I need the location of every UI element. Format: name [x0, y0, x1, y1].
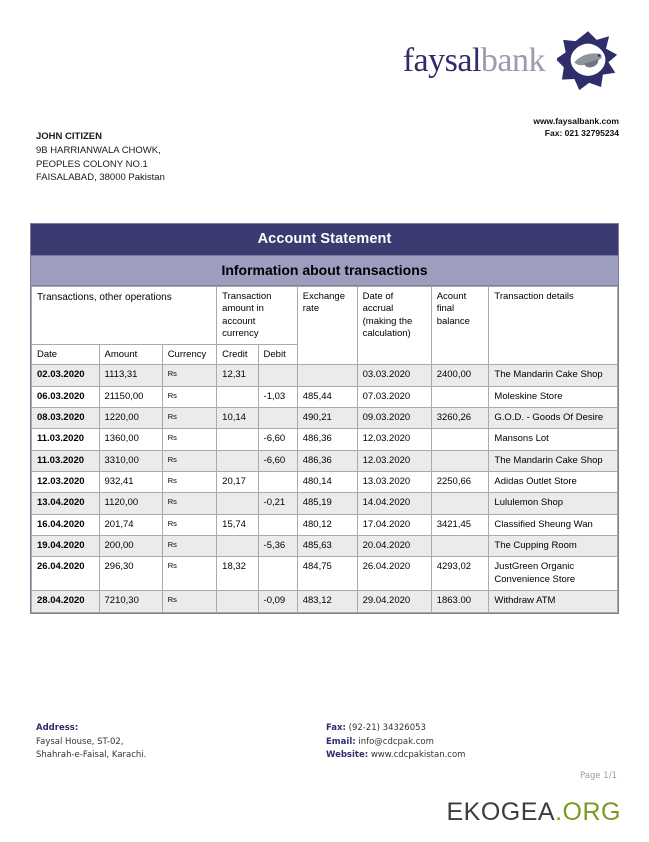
cell-debit: -1,03: [258, 386, 297, 407]
cell-balance: [431, 429, 489, 450]
cell-debit: -6,60: [258, 429, 297, 450]
cell-amount: 1113,31: [99, 365, 162, 386]
cell-balance: 4293,02: [431, 557, 489, 591]
cell-rate: 480,12: [297, 514, 357, 535]
customer-name: JOHN CITIZEN: [36, 131, 102, 142]
header-account-final-balance: Acount final balance: [431, 287, 489, 365]
header-debit: Debit: [258, 345, 297, 365]
footer-address-column: [36, 722, 326, 763]
logo-word-faysal: faysal: [402, 42, 481, 79]
cell-balance: 1863.00: [431, 591, 489, 612]
cell-details: G.O.D. - Goods Of Desire: [489, 408, 618, 429]
statement-title: Account Statement: [31, 224, 618, 255]
footer-email-row: [326, 736, 576, 750]
header-credit: Credit: [217, 345, 258, 365]
cell-amount: 201,74: [99, 514, 162, 535]
eight-pointed-star-bird-icon: [557, 30, 619, 92]
cell-amount: 1120,00: [99, 493, 162, 514]
cell-amount: 1220,00: [99, 408, 162, 429]
cell-credit: 10,14: [217, 408, 258, 429]
header-transaction-amount-in-account-currency: Transaction amount in account currency: [217, 287, 298, 345]
footer-email-label: Email:: [326, 736, 356, 747]
header-date-of-accrual: Date of accrual (making the calculation): [357, 287, 431, 365]
bank-fax: Fax: 021 32795234: [544, 128, 619, 139]
cell-credit: 12,31: [217, 365, 258, 386]
footer-fax-label: Fax:: [326, 723, 346, 733]
header-exchange-rate: Exchange rate: [297, 287, 357, 365]
customer-address-line-2: PEOPLES COLONY NO.1: [36, 158, 148, 170]
table-row[interactable]: [32, 386, 618, 407]
cell-debit: -6,60: [258, 450, 297, 471]
cell-accrual: 12.03.2020: [357, 429, 431, 450]
statement-subtitle: Information about transactions: [31, 255, 618, 286]
cell-accrual: 29.04.2020: [357, 591, 431, 612]
cell-currency: Rs: [162, 591, 216, 612]
cell-currency: Rs: [162, 386, 216, 407]
table-row[interactable]: [32, 493, 618, 514]
footer-contact-column: [326, 722, 576, 763]
cell-currency: Rs: [162, 408, 216, 429]
cell-credit: 18,32: [217, 557, 258, 591]
cell-balance: 3421,45: [431, 514, 489, 535]
bank-contact-header: [533, 115, 619, 140]
ekogea-watermark: [447, 798, 622, 827]
cell-date: 16.04.2020: [32, 514, 100, 535]
cell-amount: 932,41: [99, 472, 162, 493]
transactions-table-head: [32, 287, 618, 365]
footer-fax-row: [326, 722, 576, 736]
cell-details: The Cupping Room: [489, 536, 618, 557]
cell-date: 06.03.2020: [32, 386, 100, 407]
cell-details: Withdraw ATM: [489, 591, 618, 612]
cell-currency: Rs: [162, 450, 216, 471]
cell-date: 28.04.2020: [32, 591, 100, 612]
footer-address-line-2: Shahrah-e-Faisal, Karachi.: [36, 750, 147, 761]
cell-date: 02.03.2020: [32, 365, 100, 386]
cell-rate: 490,21: [297, 408, 357, 429]
cell-debit: [258, 408, 297, 429]
cell-credit: [217, 386, 258, 407]
cell-balance: [431, 450, 489, 471]
logo-word-bank: bank: [480, 42, 545, 79]
page-number: Page 1/1: [580, 771, 617, 781]
cell-details: The Mandarin Cake Shop: [489, 450, 618, 471]
transactions-table-body: [32, 365, 618, 612]
cell-balance: [431, 536, 489, 557]
cell-date: 26.04.2020: [32, 557, 100, 591]
cell-credit: [217, 450, 258, 471]
cell-date: 11.03.2020: [32, 450, 100, 471]
cell-debit: -5,36: [258, 536, 297, 557]
cell-amount: 200,00: [99, 536, 162, 557]
footer-fax-value: (92-21) 34326053: [348, 723, 426, 733]
cell-accrual: 03.03.2020: [357, 365, 431, 386]
cell-details: JustGreen Organic Convenience Store: [489, 557, 618, 591]
cell-rate: 485,19: [297, 493, 357, 514]
cell-balance: 2250,66: [431, 472, 489, 493]
cell-credit: [217, 536, 258, 557]
footer-address-line-1: Faysal House, ST-02,: [36, 736, 124, 747]
table-row[interactable]: [32, 591, 618, 612]
cell-rate: 485,63: [297, 536, 357, 557]
cell-amount: 3310,00: [99, 450, 162, 471]
cell-details: Classified Sheung Wan: [489, 514, 618, 535]
cell-balance: [431, 493, 489, 514]
cell-rate: 480,14: [297, 472, 357, 493]
cell-details: Lululemon Shop: [489, 493, 618, 514]
cell-amount: 296,30: [99, 557, 162, 591]
cell-amount: 1360,00: [99, 429, 162, 450]
cell-date: 11.03.2020: [32, 429, 100, 450]
cell-credit: 15,74: [217, 514, 258, 535]
cell-rate: 486,36: [297, 450, 357, 471]
header-transactions-other-operations: Transactions, other operations: [32, 287, 217, 345]
header-currency: Currency: [162, 345, 216, 365]
page-footer: [36, 722, 616, 763]
cell-rate: 484,75: [297, 557, 357, 591]
footer-address-label: Address:: [36, 723, 79, 733]
table-row[interactable]: [32, 557, 618, 591]
cell-date: 08.03.2020: [32, 408, 100, 429]
cell-accrual: 12.03.2020: [357, 450, 431, 471]
cell-accrual: 07.03.2020: [357, 386, 431, 407]
cell-amount: 21150,00: [99, 386, 162, 407]
cell-balance: 3260,26: [431, 408, 489, 429]
table-row[interactable]: [32, 408, 618, 429]
cell-rate: 483,12: [297, 591, 357, 612]
cell-details: Moleskine Store: [489, 386, 618, 407]
transactions-table: [31, 286, 618, 613]
customer-address-line-1: 9B HARRIANWALA CHOWK,: [36, 144, 161, 156]
cell-rate: 486,36: [297, 429, 357, 450]
table-row[interactable]: [32, 450, 618, 471]
customer-address-block: [36, 130, 165, 185]
cell-amount: 7210,30: [99, 591, 162, 612]
header-date: Date: [32, 345, 100, 365]
cell-accrual: 17.04.2020: [357, 514, 431, 535]
cell-debit: -0,21: [258, 493, 297, 514]
account-statement-panel: [30, 223, 619, 614]
cell-credit: 20,17: [217, 472, 258, 493]
cell-credit: [217, 493, 258, 514]
cell-details: The Mandarin Cake Shop: [489, 365, 618, 386]
cell-currency: Rs: [162, 557, 216, 591]
cell-currency: Rs: [162, 536, 216, 557]
cell-rate: 485,44: [297, 386, 357, 407]
cell-details: Adidas Outlet Store: [489, 472, 618, 493]
cell-date: 19.04.2020: [32, 536, 100, 557]
cell-debit: -0,09: [258, 591, 297, 612]
cell-credit: [217, 429, 258, 450]
cell-accrual: 14.04.2020: [357, 493, 431, 514]
cell-currency: Rs: [162, 472, 216, 493]
cell-debit: [258, 365, 297, 386]
table-row[interactable]: [32, 536, 618, 557]
table-row[interactable]: [32, 514, 618, 535]
watermark-tld: .ORG: [555, 798, 621, 826]
logo-wordmark: [403, 44, 545, 78]
cell-debit: [258, 557, 297, 591]
table-row[interactable]: [32, 472, 618, 493]
table-row[interactable]: [32, 365, 618, 386]
cell-date: 12.03.2020: [32, 472, 100, 493]
cell-balance: 2400,00: [431, 365, 489, 386]
cell-balance: [431, 386, 489, 407]
cell-accrual: 20.04.2020: [357, 536, 431, 557]
customer-address-line-3: FAISALABAD, 38000 Pakistan: [36, 172, 165, 184]
cell-date: 13.04.2020: [32, 493, 100, 514]
cell-credit: [217, 591, 258, 612]
cell-accrual: 13.03.2020: [357, 472, 431, 493]
cell-currency: Rs: [162, 429, 216, 450]
header-transaction-details: Transaction details: [489, 287, 618, 365]
cell-currency: Rs: [162, 365, 216, 386]
footer-website-value[interactable]: www.cdcpakistan.com: [370, 750, 466, 761]
cell-accrual: 26.04.2020: [357, 557, 431, 591]
table-row[interactable]: [32, 429, 618, 450]
bank-website: www.faysalbank.com: [533, 116, 619, 126]
cell-debit: [258, 514, 297, 535]
cell-currency: Rs: [162, 493, 216, 514]
watermark-name: EKOGEA: [446, 798, 556, 826]
cell-accrual: 09.03.2020: [357, 408, 431, 429]
bank-logo: [403, 30, 619, 92]
cell-debit: [258, 472, 297, 493]
table-group-header-row: [32, 287, 618, 345]
cell-currency: Rs: [162, 514, 216, 535]
footer-email-value[interactable]: info@cdcpak.com: [358, 736, 434, 747]
footer-website-label: Website:: [326, 750, 369, 761]
header-amount: Amount: [99, 345, 162, 365]
cell-details: Mansons Lot: [489, 429, 618, 450]
cell-rate: [297, 365, 357, 386]
footer-website-row: [326, 749, 576, 763]
